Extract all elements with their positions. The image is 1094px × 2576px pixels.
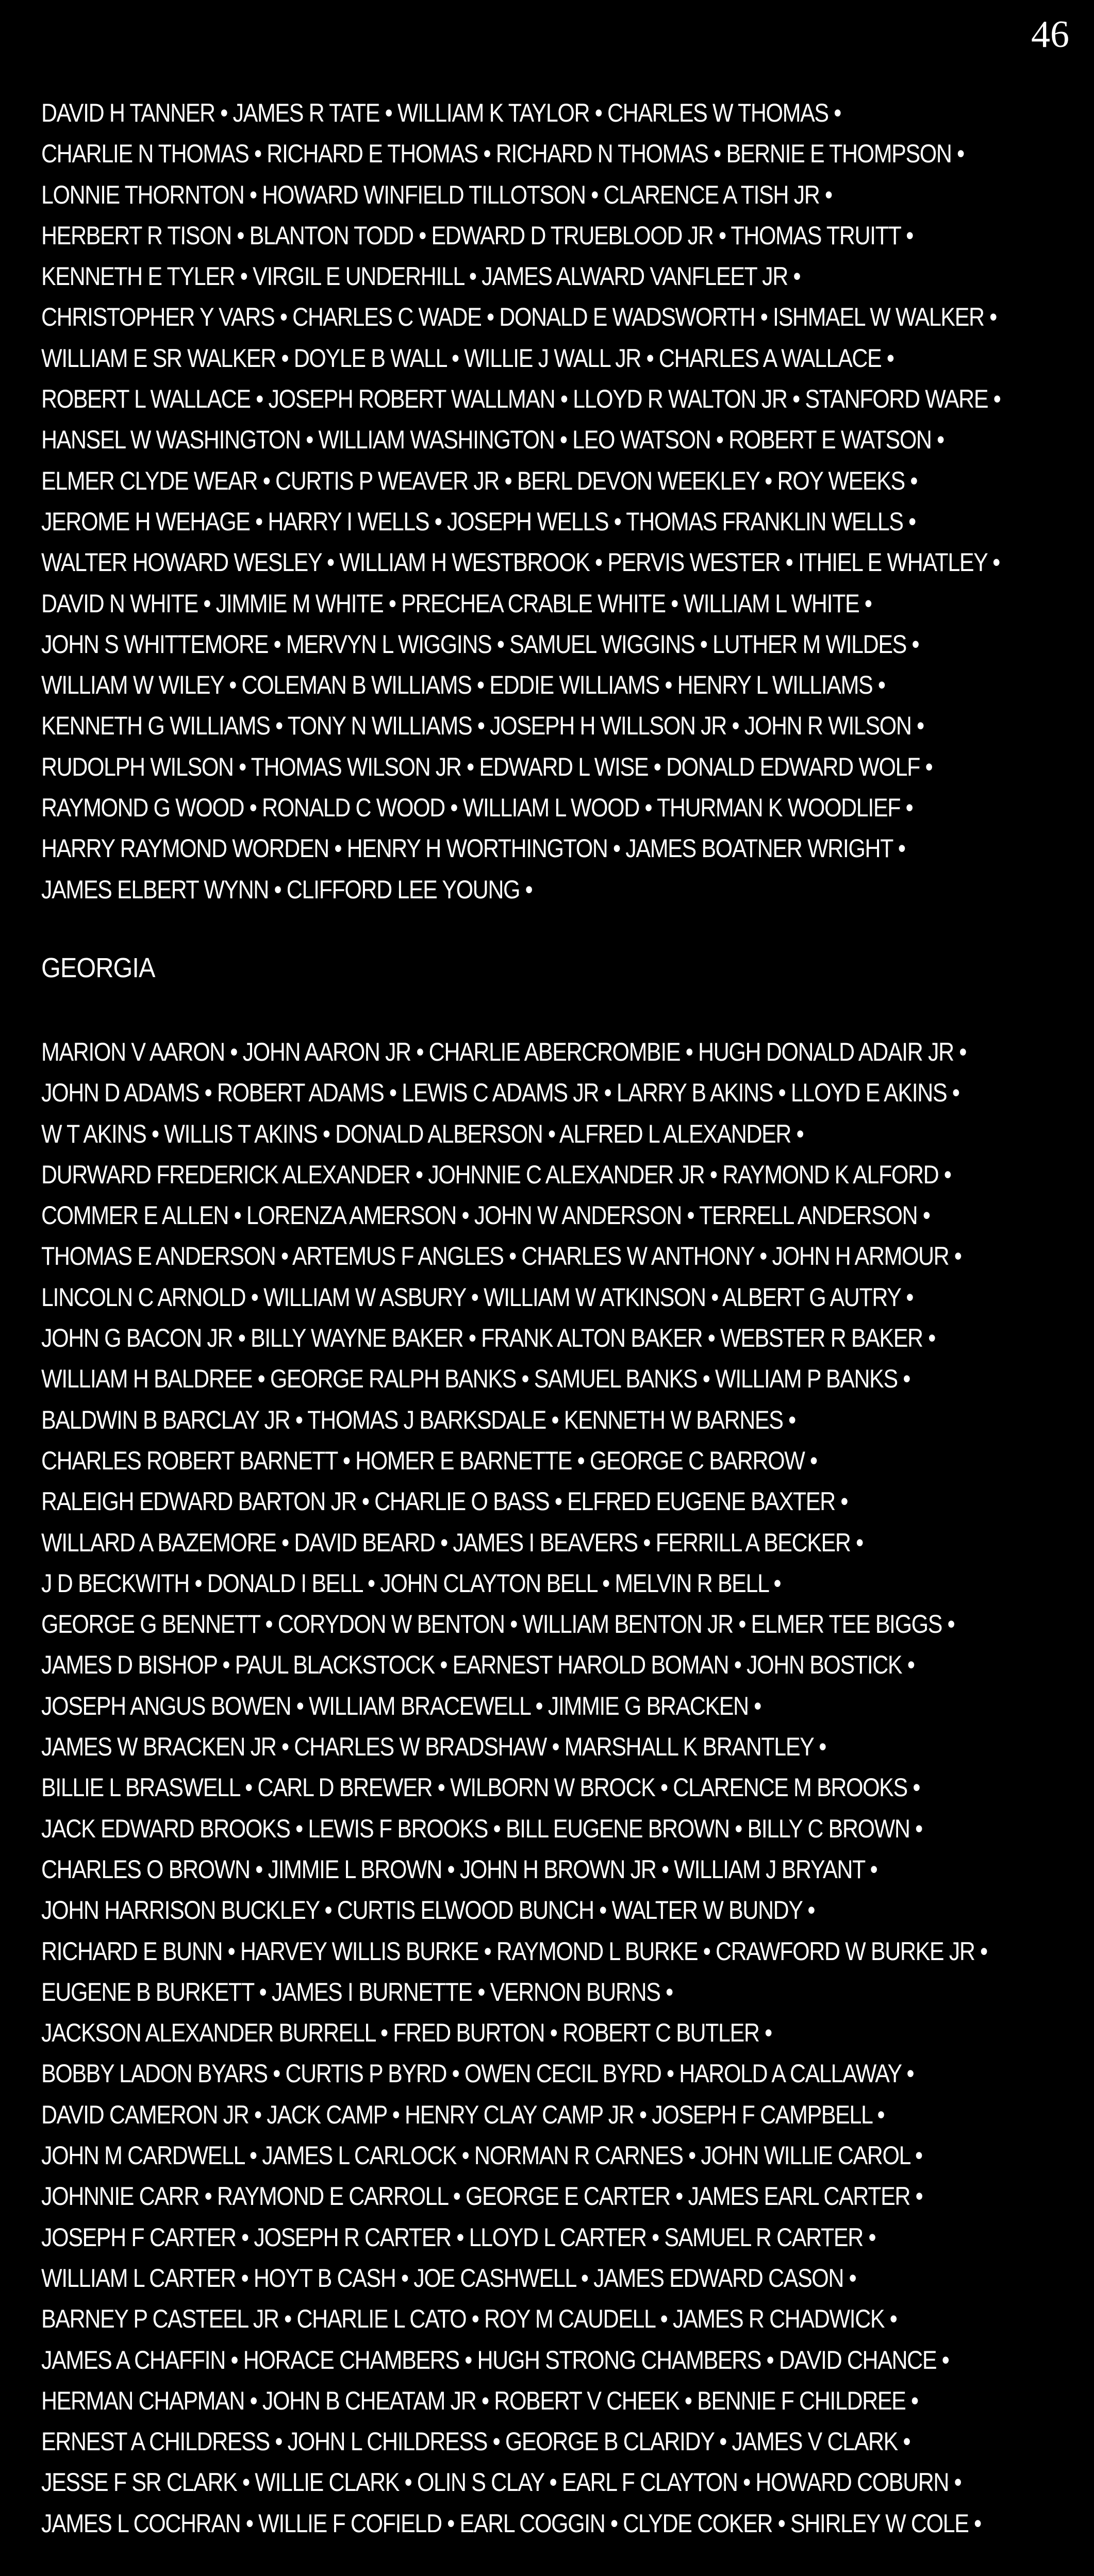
name-line: WILLIAM L CARTER • HOYT B CASH • JOE CASHWELL • JAMES EDWARD CASON • [41, 2263, 856, 2293]
name-line: JOHN HARRISON BUCKLEY • CURTIS ELWOOD BUNCH • WALTER W BUNDY • [41, 1896, 815, 1925]
name-line: LINCOLN C ARNOLD • WILLIAM W ASBURY • WILLIAM W ATKINSON • ALBERT G AUTRY • [41, 1282, 914, 1312]
name-line: JEROME H WEHAGE • HARRY I WELLS • JOSEPH WELLS • THOMAS FRANKLIN WELLS • [41, 507, 916, 536]
name-line: DAVID H TANNER • JAMES R TATE • WILLIAM K TAYLOR • CHARLES W THOMAS • [41, 98, 841, 127]
name-line: JAMES W BRACKEN JR • CHARLES W BRADSHAW • MARSHALL K BRANTLEY • [41, 1732, 826, 1762]
name-line: DAVID CAMERON JR • JACK CAMP • HENRY CLAY CAMP JR • JOSEPH F CAMPBELL • [41, 2100, 885, 2129]
name-line: WILLIAM W WILEY • COLEMAN B WILLIAMS • EDDIE WILLIAMS • HENRY L WILLIAMS • [41, 671, 885, 700]
name-line: WALTER HOWARD WESLEY • WILLIAM H WESTBROOK • PERVIS WESTER • ITHIEL E WHATLEY • [41, 548, 1000, 577]
name-line: CHARLES ROBERT BARNETT • HOMER E BARNETTE • GEORGE C BARROW • [41, 1446, 817, 1475]
name-line: JOHNNIE CARR • RAYMOND E CARROLL • GEORGE E CARTER • JAMES EARL CARTER • [41, 2182, 923, 2211]
name-line: WILLIAM H BALDREE • GEORGE RALPH BANKS • SAMUEL BANKS • WILLIAM P BANKS • [41, 1364, 910, 1394]
name-line: ROBERT L WALLACE • JOSEPH ROBERT WALLMAN • LLOYD R WALTON JR • STANFORD WARE • [41, 384, 1001, 414]
name-line: COMMER E ALLEN • LORENZA AMERSON • JOHN W ANDERSON • TERRELL ANDERSON • [41, 1201, 930, 1230]
name-line: KENNETH G WILLIAMS • TONY N WILLIAMS • JOSEPH H WILLSON JR • JOHN R WILSON • [41, 711, 924, 741]
name-line: ERNEST A CHILDRESS • JOHN L CHILDRESS • GEORGE B CLARIDY • JAMES V CLARK • [41, 2427, 910, 2456]
names-list-before-georgia [41, 93, 1072, 910]
name-line: CHARLES O BROWN • JIMMIE L BROWN • JOHN H BROWN JR • WILLIAM J BRYANT • [41, 1854, 877, 1884]
name-line: JOSEPH F CARTER • JOSEPH R CARTER • LLOYD L CARTER • SAMUEL R CARTER • [41, 2222, 876, 2252]
name-line: DAVID N WHITE • JIMMIE M WHITE • PRECHEA CRABLE WHITE • WILLIAM L WHITE • [41, 589, 872, 618]
name-line: JAMES A CHAFFIN • HORACE CHAMBERS • HUGH STRONG CHAMBERS • DAVID CHANCE • [41, 2345, 949, 2374]
name-line: HANSEL W WASHINGTON • WILLIAM WASHINGTON • LEO WATSON • ROBERT E WATSON • [41, 425, 944, 455]
name-line: CHRISTOPHER Y VARS • CHARLES C WADE • DONALD E WADSWORTH • ISHMAEL W WALKER • [41, 303, 997, 332]
name-line: GEORGE G BENNETT • CORYDON W BENTON • WILLIAM BENTON JR • ELMER TEE BIGGS • [41, 1610, 955, 1639]
name-line: JAMES L COCHRAN • WILLIE F COFIELD • EARL COGGIN • CLYDE COKER • SHIRLEY W COLE • [41, 2508, 981, 2538]
name-line: ELMER CLYDE WEAR • CURTIS P WEAVER JR • BERL DEVON WEEKLEY • ROY WEEKS • [41, 466, 918, 495]
page-number: 46 [1031, 13, 1069, 56]
name-line: WILLIAM E SR WALKER • DOYLE B WALL • WILLIE J WALL JR • CHARLES A WALLACE • [41, 343, 894, 373]
name-line: JOHN M CARDWELL • JAMES L CARLOCK • NORMAN R CARNES • JOHN WILLIE CAROL • [41, 2141, 922, 2170]
name-line: HERMAN CHAPMAN • JOHN B CHEATAM JR • ROBERT V CHEEK • BENNIE F CHILDREE • [41, 2386, 918, 2415]
names-list-georgia [41, 1032, 1072, 2544]
name-line: WILLARD A BAZEMORE • DAVID BEARD • JAMES I BEAVERS • FERRILL A BECKER • [41, 1528, 863, 1557]
name-line: RALEIGH EDWARD BARTON JR • CHARLIE O BASS • ELFRED EUGENE BAXTER • [41, 1487, 848, 1516]
section-heading-georgia: GEORGIA [41, 952, 155, 983]
name-line: MARION V AARON • JOHN AARON JR • CHARLIE ABERCROMBIE • HUGH DONALD ADAIR JR • [41, 1038, 967, 1066]
name-line: JACKSON ALEXANDER BURRELL • FRED BURTON • ROBERT C BUTLER • [41, 2018, 772, 2048]
name-line: JOHN S WHITTEMORE • MERVYN L WIGGINS • SAMUEL WIGGINS • LUTHER M WILDES • [41, 629, 919, 659]
name-line: DURWARD FREDERICK ALEXANDER • JOHNNIE C ALEXANDER JR • RAYMOND K ALFORD • [41, 1160, 951, 1189]
name-line: LONNIE THORNTON • HOWARD WINFIELD TILLOTSON • CLARENCE A TISH JR • [41, 180, 832, 209]
name-line: JAMES D BISHOP • PAUL BLACKSTOCK • EARNEST HAROLD BOMAN • JOHN BOSTICK • [41, 1650, 915, 1680]
name-line: BILLIE L BRASWELL • CARL D BREWER • WILBORN W BROCK • CLARENCE M BROOKS • [41, 1773, 920, 1802]
name-line: JACK EDWARD BROOKS • LEWIS F BROOKS • BILL EUGENE BROWN • BILLY C BROWN • [41, 1814, 922, 1843]
name-line: J D BECKWITH • DONALD I BELL • JOHN CLAYTON BELL • MELVIN R BELL • [41, 1568, 781, 1598]
name-line: BALDWIN B BARCLAY JR • THOMAS J BARKSDALE • KENNETH W BARNES • [41, 1405, 795, 1434]
name-line: RICHARD E BUNN • HARVEY WILLIS BURKE • RAYMOND L BURKE • CRAWFORD W BURKE JR • [41, 1936, 987, 1966]
name-line: JOSEPH ANGUS BOWEN • WILLIAM BRACEWELL • JIMMIE G BRACKEN • [41, 1691, 761, 1720]
name-line: RUDOLPH WILSON • THOMAS WILSON JR • EDWARD L WISE • DONALD EDWARD WOLF • [41, 752, 933, 781]
name-line: BOBBY LADON BYARS • CURTIS P BYRD • OWEN CECIL BYRD • HAROLD A CALLAWAY • [41, 2059, 914, 2088]
name-line: HARRY RAYMOND WORDEN • HENRY H WORTHINGTON • JAMES BOATNER WRIGHT • [41, 834, 905, 863]
name-line: EUGENE B BURKETT • JAMES I BURNETTE • VERNON BURNS • [41, 1977, 673, 2006]
name-line: JOHN D ADAMS • ROBERT ADAMS • LEWIS C ADAMS JR • LARRY B AKINS • LLOYD E AKINS • [41, 1078, 959, 1108]
name-line: THOMAS E ANDERSON • ARTEMUS F ANGLES • CHARLES W ANTHONY • JOHN H ARMOUR • [41, 1242, 962, 1271]
name-line: JAMES ELBERT WYNN • CLIFFORD LEE YOUNG • [41, 875, 533, 904]
name-line: W T AKINS • WILLIS T AKINS • DONALD ALBERSON • ALFRED L ALEXANDER • [41, 1119, 804, 1148]
name-line: RAYMOND G WOOD • RONALD C WOOD • WILLIAM L WOOD • THURMAN K WOODLIEF • [41, 793, 913, 823]
name-line: BARNEY P CASTEEL JR • CHARLIE L CATO • ROY M CAUDELL • JAMES R CHADWICK • [41, 2304, 897, 2334]
name-line: HERBERT R TISON • BLANTON TODD • EDWARD D TRUEBLOOD JR • THOMAS TRUITT • [41, 221, 913, 250]
name-line: KENNETH E TYLER • VIRGIL E UNDERHILL • JAMES ALWARD VANFLEET JR • [41, 262, 801, 291]
name-line: JOHN G BACON JR • BILLY WAYNE BAKER • FRANK ALTON BAKER • WEBSTER R BAKER • [41, 1324, 935, 1353]
name-line: CHARLIE N THOMAS • RICHARD E THOMAS • RICHARD N THOMAS • BERNIE E THOMPSON • [41, 139, 964, 169]
name-line: JESSE F SR CLARK • WILLIE CLARK • OLIN S CLAY • EARL F CLAYTON • HOWARD COBURN • [41, 2468, 962, 2497]
